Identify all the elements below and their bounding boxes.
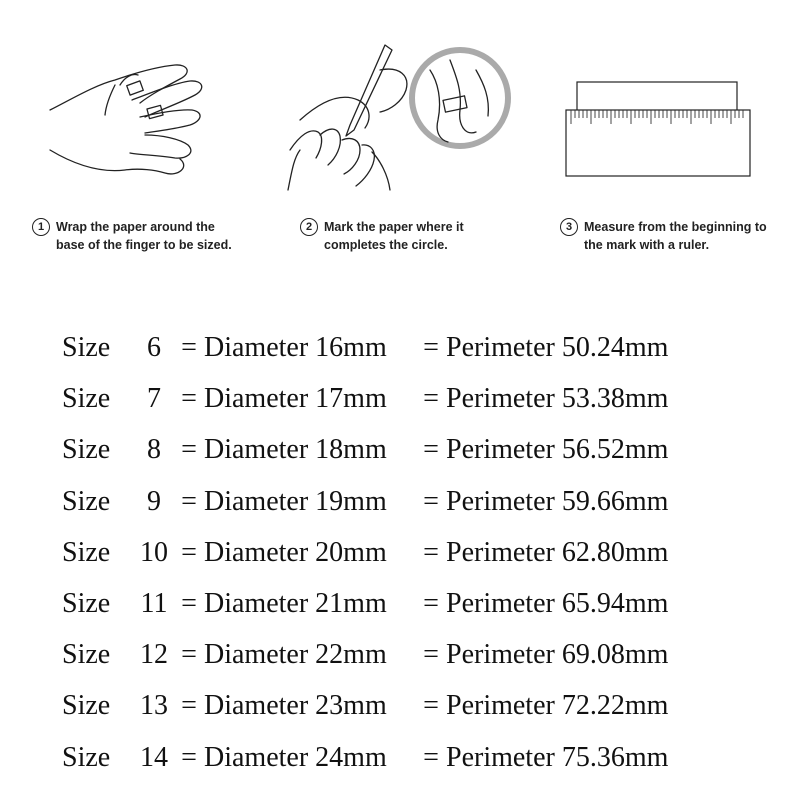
equals-sign: = <box>181 741 197 773</box>
equals-sign: = <box>181 536 197 568</box>
size-number: 13 <box>140 690 168 722</box>
size-row <box>62 480 668 531</box>
size-label: Size <box>62 332 111 363</box>
equals-sign: = <box>181 332 197 363</box>
step-number-badge: 3 <box>560 218 578 236</box>
equals-sign: = <box>181 434 197 466</box>
size-row <box>62 684 668 735</box>
size-number: 9 <box>147 485 161 517</box>
size-row <box>62 531 668 582</box>
perimeter-value: Perimeter 62.80mm <box>446 536 669 568</box>
equals-sign: = <box>423 485 439 517</box>
equals-sign: = <box>423 434 439 466</box>
step-2-caption <box>300 218 464 254</box>
size-label: Size <box>62 639 111 671</box>
equals-sign: = <box>181 587 197 619</box>
size-number: 7 <box>147 383 161 415</box>
equals-sign: = <box>423 587 439 619</box>
size-label: Size <box>62 485 111 517</box>
perimeter-value: Perimeter 56.52mm <box>446 434 669 466</box>
size-row <box>62 582 668 633</box>
ruler-illustration <box>565 80 751 178</box>
size-number: 10 <box>140 536 168 568</box>
size-label: Size <box>62 434 111 466</box>
step-1-caption <box>32 218 232 254</box>
size-number: 14 <box>140 741 168 773</box>
diameter-value: Diameter 17mm <box>204 383 387 415</box>
equals-sign: = <box>181 485 197 517</box>
diameter-value: Diameter 16mm <box>204 332 387 363</box>
diameter-value: Diameter 19mm <box>204 485 387 517</box>
hand-wrap-illustration <box>40 55 220 205</box>
perimeter-value: Perimeter 65.94mm <box>446 587 669 619</box>
equals-sign: = <box>181 383 197 415</box>
equals-sign: = <box>423 690 439 722</box>
size-label: Size <box>62 536 111 568</box>
perimeter-value: Perimeter 75.36mm <box>446 741 669 773</box>
equals-sign: = <box>423 741 439 773</box>
equals-sign: = <box>423 383 439 415</box>
step-number-badge: 2 <box>300 218 318 236</box>
perimeter-value: Perimeter 53.38mm <box>446 383 669 415</box>
equals-sign: = <box>423 536 439 568</box>
equals-sign: = <box>181 690 197 722</box>
step-number-badge: 1 <box>32 218 50 236</box>
perimeter-value: Perimeter 59.66mm <box>446 485 669 517</box>
size-label: Size <box>62 383 111 415</box>
diameter-value: Diameter 20mm <box>204 536 387 568</box>
size-row <box>62 377 668 428</box>
size-number: 12 <box>140 639 168 671</box>
equals-sign: = <box>423 332 439 363</box>
size-row <box>62 428 668 479</box>
size-number: 8 <box>147 434 161 466</box>
diameter-value: Diameter 24mm <box>204 741 387 773</box>
size-label: Size <box>62 741 111 773</box>
diameter-value: Diameter 23mm <box>204 690 387 722</box>
size-row <box>62 326 668 377</box>
diameter-value: Diameter 22mm <box>204 639 387 671</box>
size-row <box>62 633 668 684</box>
step-3-caption <box>560 218 767 254</box>
equals-sign: = <box>181 639 197 671</box>
perimeter-value: Perimeter 72.22mm <box>446 690 669 722</box>
size-number: 6 <box>147 332 161 363</box>
ring-size-table <box>62 326 668 787</box>
step-text: Measure from the beginning to the mark with a ruler. <box>584 220 767 252</box>
size-number: 11 <box>140 587 168 619</box>
step-text: Wrap the paper around the base of the finger to be sized. <box>56 220 232 252</box>
size-label: Size <box>62 587 111 619</box>
perimeter-value: Perimeter 69.08mm <box>446 639 669 671</box>
size-label: Size <box>62 690 111 722</box>
pen-marking-illustration <box>280 40 520 210</box>
step-text: Mark the paper where it completes the circle. <box>324 220 464 252</box>
perimeter-value: Perimeter 50.24mm <box>446 332 669 363</box>
diameter-value: Diameter 18mm <box>204 434 387 466</box>
diameter-value: Diameter 21mm <box>204 587 387 619</box>
equals-sign: = <box>423 639 439 671</box>
size-row <box>62 736 668 787</box>
